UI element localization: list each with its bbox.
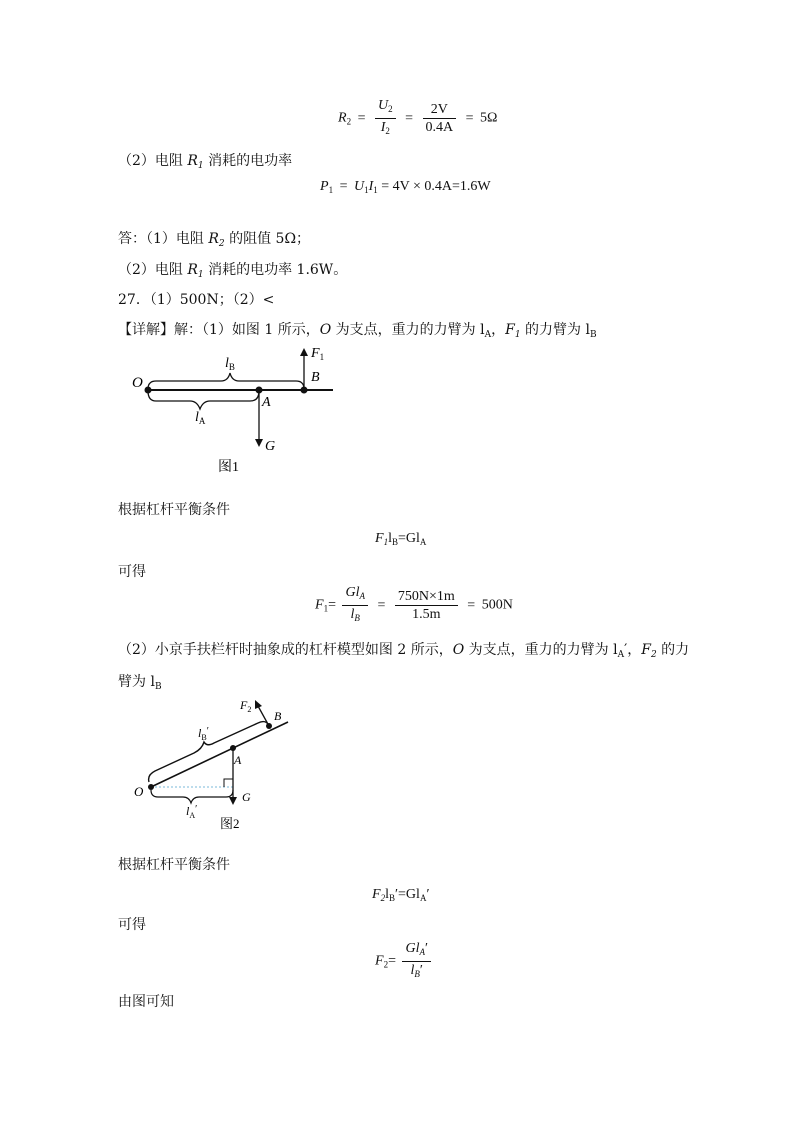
fraction-gla-lb-prime: $\frac{Gl_A'}{l_B'}$ <box>402 940 431 983</box>
label-g: G <box>265 439 276 454</box>
fraction-u2-i2: $\frac{U_2}{I_2}$ <box>375 97 396 140</box>
question-27-answer: 27．（1）500N；（2）< <box>118 292 275 308</box>
detail-2-line-1: （2）小京手扶栏杆时抽象成的杠杆模型如图 2 所示，O 为支点，重力的力臂为 $l_A'$，$F_2$ 的力 <box>118 642 690 660</box>
figure-1-lever-diagram <box>128 340 338 480</box>
brace-la-prime <box>151 790 233 803</box>
label-o: O <box>132 375 143 391</box>
kede-2: 可得 <box>118 917 146 933</box>
brace-la <box>148 391 259 409</box>
label-f2: $F_2$ <box>240 698 252 714</box>
label-lb: $l_B$ <box>225 356 235 372</box>
right-angle-mark <box>224 779 233 787</box>
figure-1-caption: 图1 <box>218 460 239 475</box>
kede-1: 可得 <box>118 564 146 580</box>
fraction-gla-lb: $\frac{Gl_A}{l_B}$ <box>342 584 368 627</box>
answer-2: （2）电阻 $R_1$ 消耗的电功率 1.6W。 <box>118 262 348 280</box>
point-b-2 <box>266 723 272 729</box>
label-f1: $F_1$ <box>311 346 325 362</box>
fraction-750n-15m: $\frac{750N\times 1m}{1.5m}$ <box>395 588 458 623</box>
formula-r2-lhs: R <box>338 110 347 126</box>
label-la-prime: $l_A'$ <box>186 804 198 820</box>
label-la: $l_A$ <box>195 410 206 426</box>
formula-f2: $F_2=$ $\frac{Gl_A'}{l_B'}$ <box>375 940 434 983</box>
label-lb-prime: $l_B'$ <box>198 726 209 742</box>
answer-1: 答：（1）电阻 $R_2$ 的阻值 5Ω； <box>118 231 311 249</box>
force-f1-arrow <box>300 348 308 390</box>
balance-condition-2: 根据杠杆平衡条件 <box>118 857 230 873</box>
label-a-2: A <box>234 753 242 767</box>
point-o <box>145 387 152 394</box>
label-g-2: G <box>242 790 251 804</box>
equation-1: $F_1l_B=Gl_A$ <box>375 531 427 547</box>
label-a: A <box>262 395 271 410</box>
brace-lb <box>148 373 304 389</box>
from-figure-text: 由图可知 <box>118 994 174 1010</box>
label-b-2: B <box>274 709 282 723</box>
balance-condition-1: 根据杠杆平衡条件 <box>118 502 230 518</box>
figure-2-caption: 图2 <box>220 816 240 831</box>
label-o-2: O <box>134 784 144 799</box>
detail-2-line-2: 臂为 $l_B$ <box>118 674 162 692</box>
text-power-heading: （2）电阻 $R_1$ 消耗的电功率 <box>118 153 293 171</box>
point-o-2 <box>148 784 154 790</box>
equation-2: $F_2l_B'=Gl_A'$ <box>372 887 430 903</box>
formula-r2: $R_2$ = $\frac{U_2}{I_2}$ = $\frac{2V}{0.4A}$ = 5Ω <box>338 97 497 140</box>
figure-2-lever-diagram <box>128 695 303 835</box>
point-a-2 <box>230 745 236 751</box>
label-b: B <box>311 370 320 385</box>
formula-p1: $P_1 = U_1I_1 = 4V \times 0.4A=1.6W$ <box>320 179 491 195</box>
detail-1: 【详解】解：（1）如图 1 所示，O 为支点，重力的力臂为 $l_A$，$F_1$ 的力臂为 $l_B$ <box>118 322 597 340</box>
formula-f1: $F_1=$ $\frac{Gl_A}{l_B}$ = $\frac{750N\times 1m}{1.5m}$ = 500N <box>315 584 513 627</box>
fraction-2v-04a: $\frac{2V}{0.4A}$ <box>423 101 457 136</box>
lever-bar-inclined <box>151 722 288 787</box>
formula-r2-result: 5Ω <box>480 110 498 126</box>
